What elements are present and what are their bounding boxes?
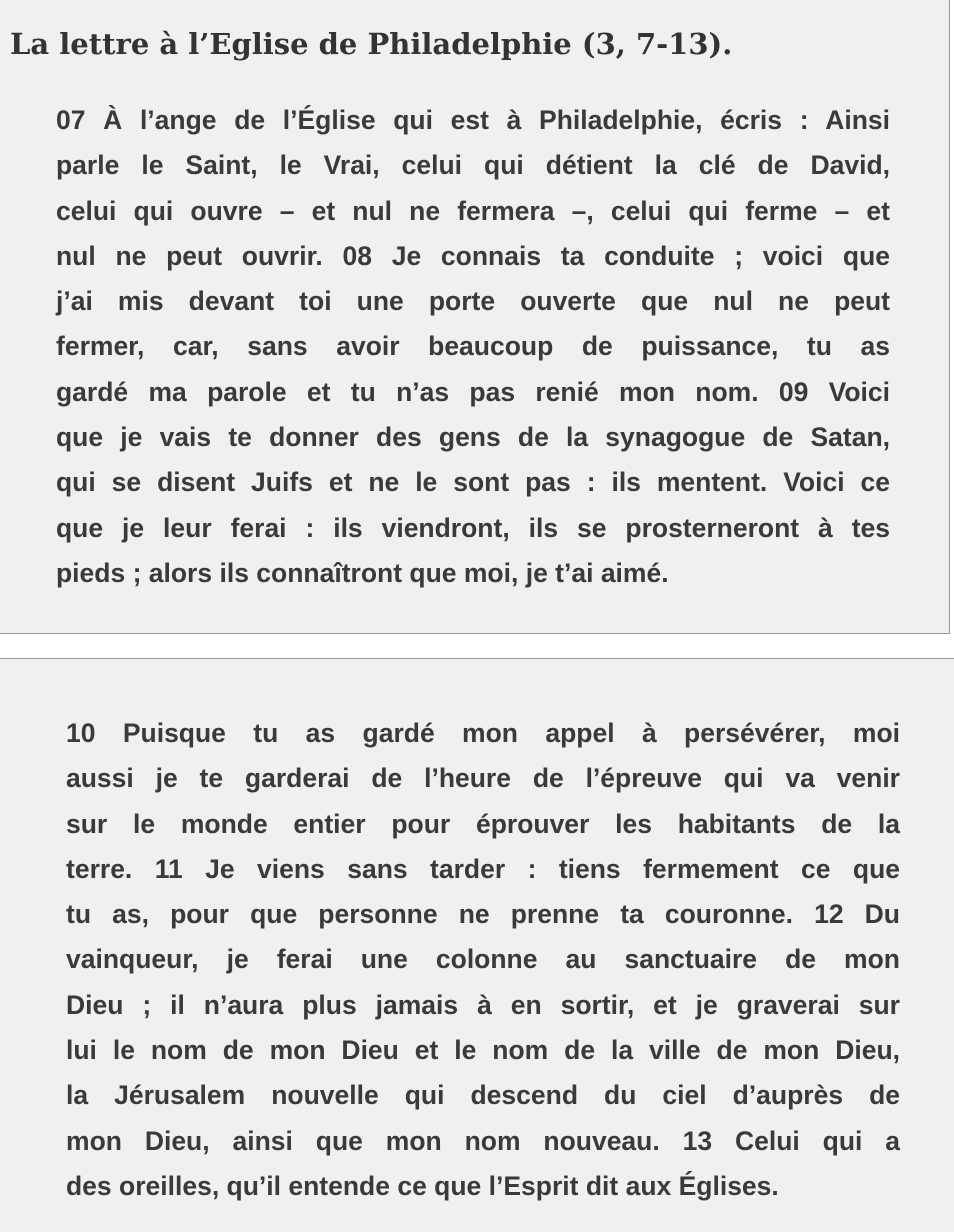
text-line: des oreilles, qu’il entende ce que l’Esprit dit aux Églises. [66, 1170, 779, 1201]
text-line: lui le nom de mon Dieu et le nom de la ville de mon Dieu, [66, 1035, 900, 1066]
text-line: parle le Saint, le Vrai, celui qui détient la clé de David, [56, 150, 890, 181]
text-line: nul ne peut ouvrir. 08 Je connais ta conduite ; voici que [56, 240, 890, 271]
text-line: 07 À l’ange de l’Église qui est à Philadelphie, écris : Ainsi [56, 105, 890, 135]
text-line: 10 Puisque tu as gardé mon appel à persévérer, moi [66, 718, 900, 748]
text-line: terre. 11 Je viens sans tarder : tiens fermement ce que [66, 853, 900, 884]
text-line: j’ai mis devant toi une porte ouverte que nul ne peut [56, 286, 890, 317]
text-line: mon Dieu, ainsi que mon nom nouveau. 13 Celui qui a [66, 1125, 900, 1156]
text-line: que je leur ferai : ils viendront, ils se prosterneront à tes [56, 512, 890, 543]
page-title: La lettre à l’Eglise de Philadelphie (3, 7-13). [10, 27, 733, 61]
text-line: qui se disent Juifs et ne le sont pas : ils mentent. Voici ce [56, 467, 890, 498]
text-line: la Jérusalem nouvelle qui descend du ciel d’auprès de [66, 1080, 900, 1111]
paragraph-verses-10-13 [66, 711, 900, 1209]
text-line: pieds ; alors ils connaîtront que moi, je t’ai aimé. [56, 557, 669, 588]
text-line: que je vais te donner des gens de la synagogue de Satan, [56, 422, 890, 453]
text-line: sur le monde entier pour éprouver les habitants de la [66, 808, 900, 839]
text-line: fermer, car, sans avoir beaucoup de puissance, tu as [56, 331, 890, 362]
text-line: aussi je te garderai de l’heure de l’épreuve qui va venir [66, 763, 900, 794]
text-line: Dieu ; il n’aura plus jamais à en sortir, et je graverai sur [66, 989, 900, 1020]
text-line: vainqueur, je ferai une colonne au sanctuaire de mon [66, 944, 900, 975]
text-line: gardé ma parole et tu n’as pas renié mon nom. 09 Voici [56, 376, 890, 407]
text-line: celui qui ouvre – et nul ne fermera –, celui qui ferme – et [56, 195, 890, 226]
text-line: tu as, pour que personne ne prenne ta couronne. 12 Du [66, 899, 900, 930]
paragraph-verses-7-9 [56, 98, 890, 596]
